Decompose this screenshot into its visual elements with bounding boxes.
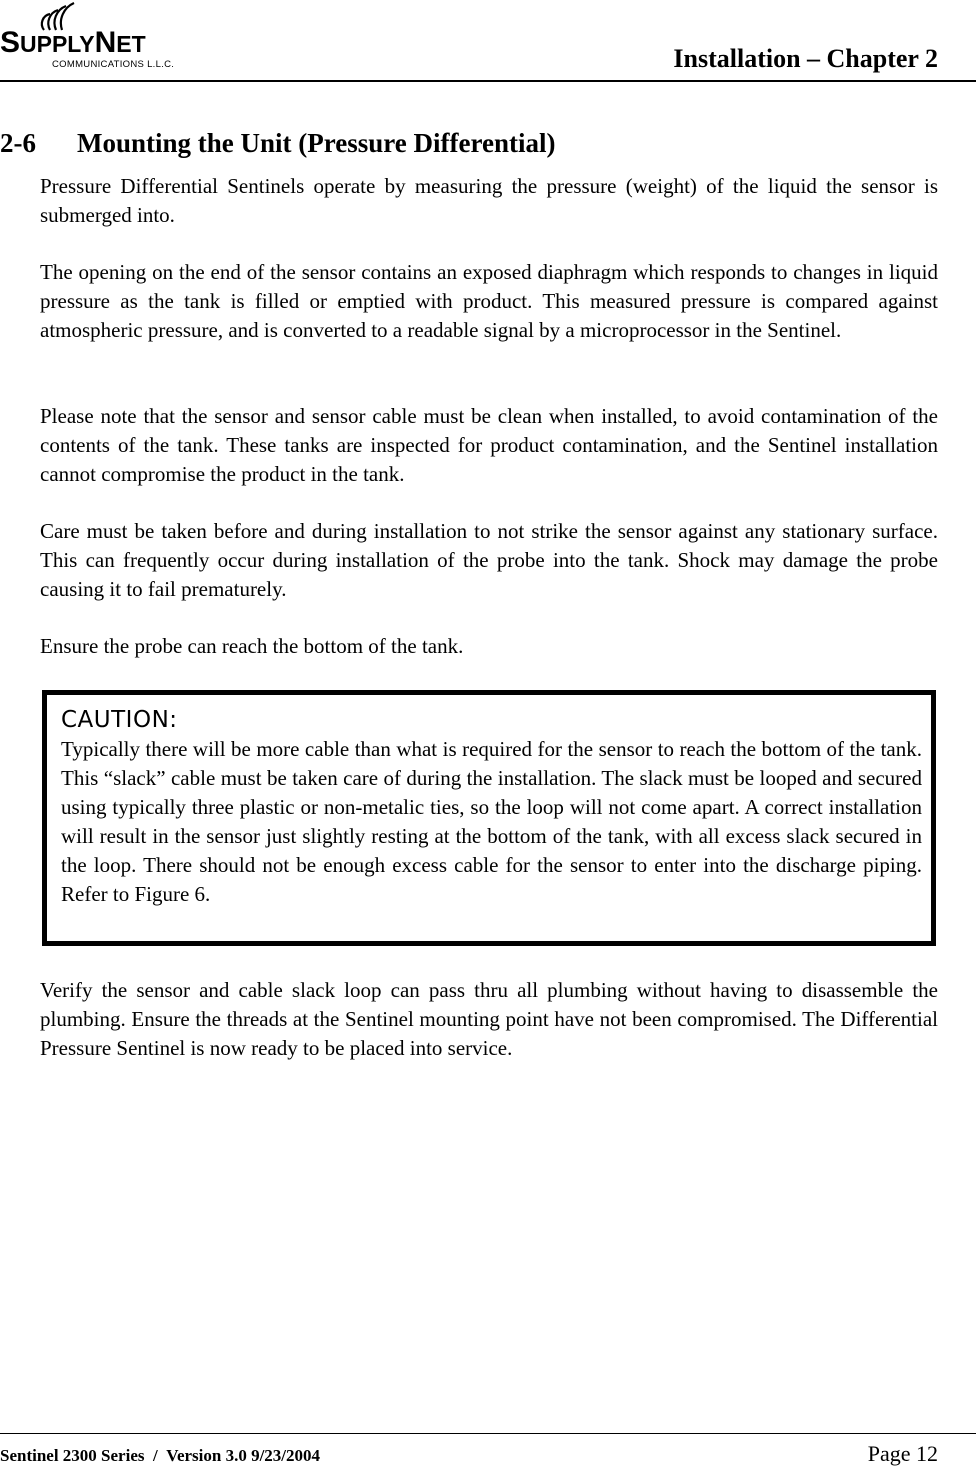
footer-version-info — [0, 1446, 320, 1466]
header-divider — [0, 80, 976, 82]
footer-version: Version 3.0 9/23/2004 — [166, 1446, 321, 1465]
paragraph-2 — [40, 258, 938, 345]
caution-box — [42, 690, 936, 946]
logo-subtitle: COMMUNICATIONS L.L.C. — [52, 59, 175, 70]
paragraph-4 — [40, 517, 938, 604]
paragraph-1 — [40, 172, 938, 230]
paragraph-text: Verify the sensor and cable slack loop can pass thru all plumbing without having to disassemble the plumbing. Ensure the threads at the Sentinel mounting point have not been compromised. The Differential Pressure Sentinel is now ready to be placed into service. — [40, 978, 938, 1060]
closing-paragraph — [40, 976, 938, 1063]
supplynet-logo — [0, 2, 180, 70]
page-header — [0, 0, 976, 82]
caution-content — [61, 705, 922, 909]
paragraph-5 — [40, 632, 938, 661]
section-number: 2-6 — [0, 128, 36, 158]
paragraph-text: The opening on the end of the sensor contains an exposed diaphragm which responds to changes in liquid pressure as the tank is filled or emptied with product. This measured pressure is compared against atmospheric pressure, and is converted to a readable signal by a microprocessor in the Sentinel. — [40, 260, 938, 342]
paragraph-text: Care must be taken before and during installation to not strike the sensor against any stationary surface. This can frequently occur during installation of the probe into the tank. Shock may damage the probe causing it to fail prematurely. — [40, 519, 938, 601]
paragraph-text: Please note that the sensor and sensor cable must be clean when installed, to avoid contamination of the contents of the tank. These tanks are inspected for product contamination, and the Sentinel installation cannot compromise the product in the tank. — [40, 404, 938, 486]
footer-series: Sentinel 2300 Series — [0, 1446, 145, 1465]
paragraph-text: Pressure Differential Sentinels operate by measuring the pressure (weight) of the liquid the sensor is submerged into. — [40, 174, 938, 227]
section-heading — [0, 128, 555, 159]
footer-divider — [0, 1433, 976, 1434]
caution-label: CAUTION: — [61, 707, 178, 733]
footer-separator: / — [153, 1446, 158, 1465]
chapter-title: Installation – Chapter 2 — [673, 44, 938, 73]
paragraph-text: Ensure the probe can reach the bottom of the tank. — [40, 634, 464, 658]
section-title: Mounting the Unit (Pressure Differential) — [77, 128, 556, 158]
paragraph-3 — [40, 402, 938, 489]
caution-text: Typically there will be more cable than what is required for the sensor to reach the bottom of the tank. This “slack” cable must be taken care of during the installation. The slack must be looped and secured using typically three plastic or non-metalic ties, so the loop will not come apart. A correct installation will result in the sensor just slightly resting at the bottom of the tank, with all excess slack secured in the loop. There should not be enough excess cable for the sensor to enter into the discharge piping. Refer to Figure 6. — [61, 737, 922, 906]
logo-wordmark: SUPPLYNET — [0, 26, 146, 59]
page-number: Page 12 — [867, 1441, 938, 1466]
